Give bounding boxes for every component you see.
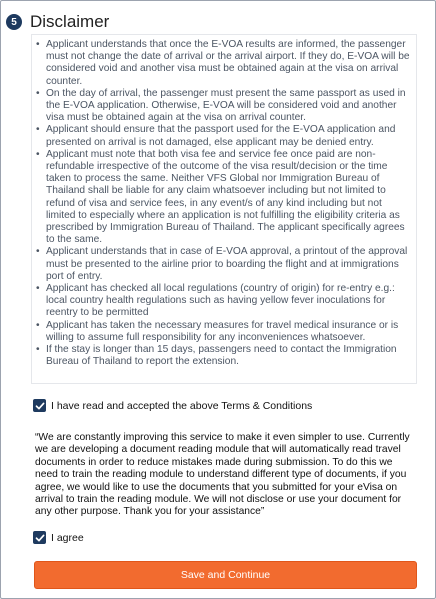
save-and-continue-button[interactable]: Save and Continue [34, 561, 417, 589]
terms-item: • On the day of arrival, the passenger must present the same passport as used in the E-VOA application. Otherwise, E-VOA will be considered void and another visa must be obtained again at the visa on arrival counter. [32, 88, 412, 125]
terms-item: • Applicant should ensure that the passport used for the E-VOA application and presented on arrival is not damaged, else applicant may be denied entry. [32, 124, 412, 148]
terms-accept-row[interactable] [33, 399, 312, 412]
checkmark-icon [35, 533, 45, 543]
terms-item: • Applicant must note that both visa fee and service fee once paid are non-refundable irrespective of the outcome of the visa result/decision or the time taken to process the same. Neither VFS Global nor Immigration Bureau of Thailand shall be liable for any claim whatsoever including but not limited to refund of visa and service fees, in any event/s of any kind including but not limited to especially where an application is not fulfilling the eligibility criteria as prescribed by Immigration Bureau of Thailand. The applicant specifically agrees to the same. [32, 149, 412, 247]
terms-accept-label: I have read and accepted the above Terms & Conditions [51, 399, 313, 412]
step-number-badge: 5 [6, 14, 22, 30]
agree-row[interactable] [33, 531, 84, 544]
agree-label: I agree [51, 531, 84, 544]
section-title: Disclaimer [30, 12, 110, 31]
terms-item: • If the stay is longer than 15 days, passengers need to contact the Immigration Bureau of Thailand to report the extension. [32, 344, 412, 368]
checkmark-icon [35, 401, 45, 411]
document-reading-notice: “We are constantly improving this service to make it even simpler to use. Currently we are developing a document reading module that will automatically read travel documents in order to reduce mistakes made during submission. To do this we need to train the reading module to understand different type of documents, if you agree, we would like to use the documents that you submitted for your eVisa on arrival to train the reading module. We will not disclose or use your document for any other purpose. Thank you for your assistance” [35, 432, 410, 518]
terms-item: • Applicant has taken the necessary measures for travel medical insurance or is willing to assume full responsibility for any inconveniences whatsoever. [32, 320, 412, 344]
terms-item: • Applicant understands that once the E-VOA results are informed, the passenger must not change the date of arrival or the arrival airport. If they do, E-VOA will be considered void and another visa must be obtained again at the visa on arrival counter. [32, 39, 412, 88]
terms-item: • Applicant understands that in case of E-VOA approval, a printout of the approval must be presented to the airline prior to boarding the flight and at immigrations port of entry. [32, 246, 412, 283]
terms-item: • Applicant has checked all local regulations (country of origin) for re-entry e.g.: local country health regulations such as having yellow fever inoculations for reentry to be permitted [32, 283, 412, 320]
terms-list [32, 35, 416, 372]
section-header [6, 9, 109, 35]
agree-checkbox[interactable] [33, 531, 46, 544]
terms-scroll-box[interactable] [31, 34, 417, 384]
terms-accept-checkbox[interactable] [33, 399, 46, 412]
